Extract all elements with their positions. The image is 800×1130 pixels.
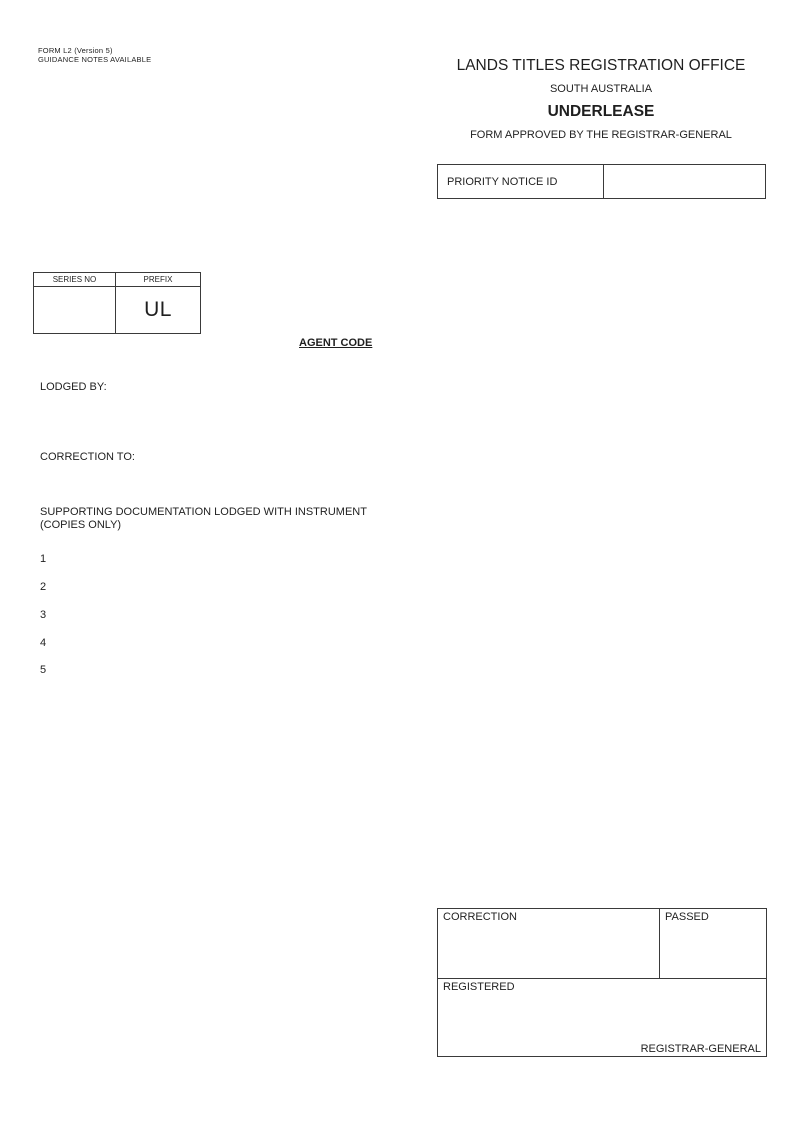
form-version-label: FORM L2 (Version 5) [38, 46, 113, 55]
passed-label: PASSED [665, 911, 709, 923]
office-title: LANDS TITLES REGISTRATION OFFICE [456, 57, 746, 74]
supporting-doc-line-4[interactable] [40, 637, 420, 651]
lodged-by-label: LODGED BY: [40, 381, 107, 393]
prefix-header: PREFIX [143, 275, 173, 284]
registered-label: REGISTERED [443, 981, 515, 993]
registered-cell[interactable] [438, 979, 766, 1056]
doc-line-number: 1 [40, 553, 47, 565]
correction-label: CORRECTION [443, 911, 517, 923]
supporting-doc-line-2[interactable] [40, 581, 420, 595]
supporting-doc-line-5[interactable] [40, 664, 420, 678]
prefix-value: UL [144, 298, 172, 321]
priority-notice-label: PRIORITY NOTICE ID [438, 165, 604, 198]
correction-cell[interactable] [438, 909, 660, 978]
approval-line: FORM APPROVED BY THE REGISTRAR-GENERAL [470, 129, 732, 141]
series-no-value-field[interactable] [34, 287, 116, 333]
lodged-by-field[interactable] [110, 378, 410, 438]
form-title: UNDERLEASE [547, 103, 655, 120]
office-use-box [437, 908, 767, 1057]
doc-line-number: 5 [40, 664, 47, 676]
series-prefix-header-row [34, 273, 200, 287]
guidance-notes-label: GUIDANCE NOTES AVAILABLE [38, 55, 152, 64]
doc-line-number: 4 [40, 637, 47, 649]
state-subtitle: SOUTH AUSTRALIA [549, 83, 653, 95]
registrar-general-label: REGISTRAR-GENERAL [640, 1043, 761, 1055]
doc-line-number: 2 [40, 581, 47, 593]
supporting-doc-line-1[interactable] [40, 553, 420, 567]
series-prefix-table [33, 272, 201, 334]
correction-to-field[interactable] [135, 448, 415, 488]
supporting-doc-line-3[interactable] [40, 609, 420, 623]
form-meta [38, 46, 151, 64]
supporting-docs-heading-line1: SUPPORTING DOCUMENTATION LODGED WITH INSTRUMENT [40, 506, 367, 518]
series-no-header: SERIES NO [34, 273, 116, 286]
priority-notice-box [437, 164, 766, 199]
office-use-top-row [438, 909, 766, 979]
correction-to-label: CORRECTION TO: [40, 451, 135, 463]
agent-code-label: AGENT CODE [299, 337, 373, 349]
passed-cell[interactable] [660, 909, 766, 978]
supporting-docs-heading-line2: (COPIES ONLY) [40, 518, 122, 531]
priority-notice-value-field[interactable] [604, 165, 765, 198]
supporting-docs-heading [40, 506, 367, 531]
series-prefix-body-row [34, 287, 200, 333]
doc-line-number: 3 [40, 609, 47, 621]
